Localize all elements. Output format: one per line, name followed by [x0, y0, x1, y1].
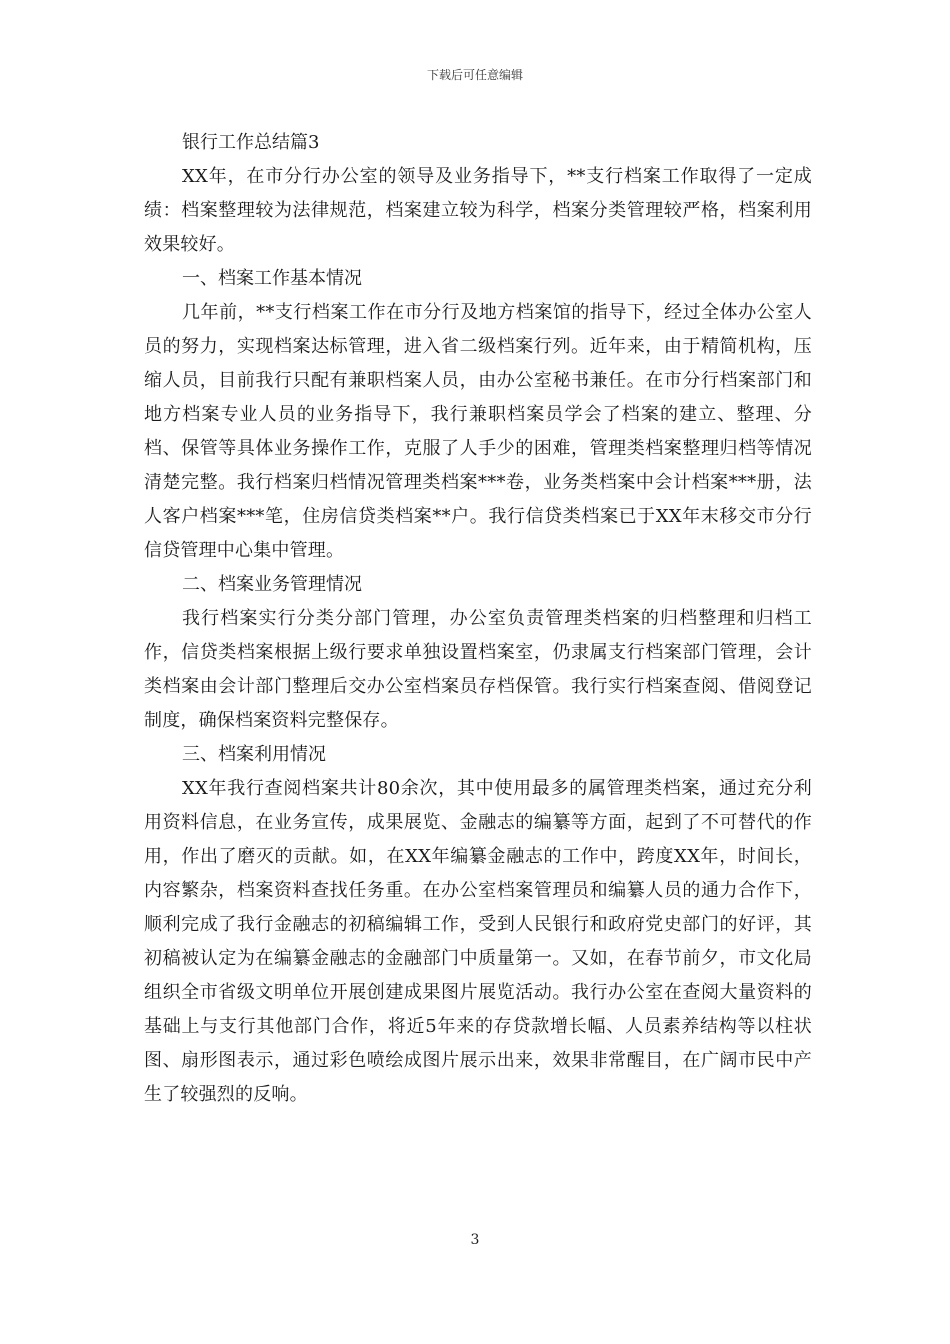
section-heading-1: 一、档案工作基本情况 — [182, 268, 362, 289]
paragraph-utilization: XX年我行查阅档案共计80余次，其中使用最多的属管理类档案，通过充分利用资料信息，在业务宣传，成果展览、金融志的编纂等方面，起到了不可替代的作用，作出了磨灭的贡献。如，在XX年编纂金融志的工作中，跨度XX年，时间长，内容繁杂，档案资料查找任务重。在办公室档案管理员和编纂人员的通力合作下，顺利完成了我行金融志的初稿编辑工作，受到人民银行和政府党史部门的好评，其初稿被认定为在编纂金融志的金融部门中质量第一。又如，在春节前夕，市文化局组织全市省级文明单位开展创建成果图片展览活动。我行办公室在查阅大量资料的基础上与支行其他部门合作，将近5年来的存贷款增长幅、人员素养结构等以柱状图、扇形图表示，通过彩色喷绘成图片展示出来，效果非常醒目，在广阔市民中产生了较强烈的反响。 — [144, 778, 812, 1105]
paragraph-management: 我行档案实行分类分部门管理，办公室负责管理类档案的归档整理和归档工作，信贷类档案根据上级行要求单独设置档案室，仍隶属支行档案部门管理，会计类档案由会计部门整理后交办公室档案员存档保管。我行实行档案查阅、借阅登记制度，确保档案资料完整保存。 — [144, 608, 812, 731]
document-body — [144, 126, 812, 1112]
document-title: 银行工作总结篇3 — [182, 132, 320, 153]
paragraph-intro: XX年，在市分行办公室的领导及业务指导下，**支行档案工作取得了一定成绩：档案整理较为法律规范，档案建立较为科学，档案分类管理较严格，档案利用效果较好。 — [144, 166, 812, 255]
page-header: 下载后可任意编辑 — [426, 68, 523, 82]
section-heading-3: 三、档案利用情况 — [182, 744, 326, 765]
section-heading-2: 二、档案业务管理情况 — [182, 574, 362, 595]
paragraph-basic-situation: 几年前，**支行档案工作在市分行及地方档案馆的指导下，经过全体办公室人员的努力，实现档案达标管理，进入省二级档案行列。近年来，由于精简机构，压缩人员，目前我行只配有兼职档案人员，由办公室秘书兼任。在市分行档案部门和地方档案专业人员的业务指导下，我行兼职档案员学会了档案的建立、整理、分档、保管等具体业务操作工作，克服了人手少的困难，管理类档案整理归档等情况清楚完整。我行档案归档情况管理类档案***卷，业务类档案中会计档案***册，法人客户档案***笔，住房信贷类档案**户。我行信贷类档案已于XX年末移交市分行信贷管理中心集中管理。 — [144, 302, 812, 561]
page-number: 3 — [470, 1232, 480, 1248]
